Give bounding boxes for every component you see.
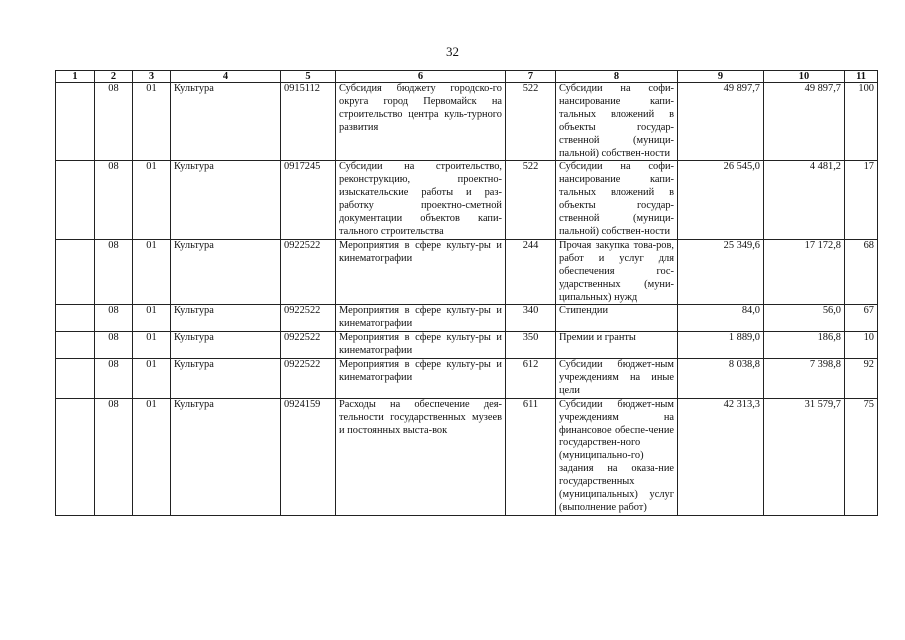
cell-expense-type: Субсидии бюджет-ным учреждениям на финансовое обеспе-чение государствен-ного (муниципально-го) задания на оказа-ние государственных (муниципальных) услуг (выполнение работ) [556,398,678,515]
cell-subsection: 01 [133,332,171,359]
cell-executed: 49 897,7 [764,83,845,161]
cell-description: Мероприятия в сфере культу-ры и кинематографии [336,305,506,332]
cell-subsection: 01 [133,398,171,515]
cell-description: Субсидия бюджету городско-го округа город Первомайск на строительство центра куль-турного развития [336,83,506,161]
table-row [56,83,878,161]
cell-description: Расходы на обеспечение дея-тельности государственных музеев и постоянных выста-вок [336,398,506,515]
cell-percent: 67 [845,305,878,332]
header-cell-col2: 2 [95,71,133,83]
cell-percent: 17 [845,161,878,239]
budget-table [55,70,878,516]
cell-executed: 4 481,2 [764,161,845,239]
cell-percent: 100 [845,83,878,161]
header-cell-col1: 1 [56,71,95,83]
cell-index [56,332,95,359]
cell-planned: 26 545,0 [678,161,764,239]
cell-planned: 25 349,6 [678,239,764,305]
cell-description: Мероприятия в сфере культу-ры и кинематографии [336,332,506,359]
cell-description: Мероприятия в сфере культу-ры и кинематографии [336,359,506,399]
cell-expense-code: 350 [506,332,556,359]
cell-target-code: 0924159 [281,398,336,515]
cell-percent: 10 [845,332,878,359]
cell-expense-type: Субсидии на софи-нансирование капи-тальных вложений в объекты государ-ственной (муници-пальной) собствен-ности [556,161,678,239]
cell-expense-type: Субсидии на софи-нансирование капи-тальных вложений в объекты государ-ственной (муници-пальной) собствен-ности [556,83,678,161]
cell-expense-type: Субсидии бюджет-ным учреждениям на иные цели [556,359,678,399]
cell-expense-code: 611 [506,398,556,515]
cell-section: 08 [95,239,133,305]
cell-executed: 56,0 [764,305,845,332]
cell-planned: 49 897,7 [678,83,764,161]
cell-description: Субсидии на строительство, реконструкцию, проектно-изыскательские работы и раз-работку проектно-сметной документации объектов капи-тального строительства [336,161,506,239]
cell-executed: 17 172,8 [764,239,845,305]
cell-section: 08 [95,83,133,161]
cell-executed: 7 398,8 [764,359,845,399]
cell-target-code: 0922522 [281,332,336,359]
cell-section: 08 [95,161,133,239]
header-cell-col9: 9 [678,71,764,83]
cell-planned: 42 313,3 [678,398,764,515]
cell-subsection: 01 [133,161,171,239]
cell-expense-type: Премии и гранты [556,332,678,359]
table-row [56,305,878,332]
cell-name: Культура [171,83,281,161]
header-row [56,71,878,83]
header-cell-col10: 10 [764,71,845,83]
table-row [56,398,878,515]
cell-section: 08 [95,332,133,359]
cell-name: Культура [171,332,281,359]
header-cell-col7: 7 [506,71,556,83]
cell-section: 08 [95,359,133,399]
cell-target-code: 0922522 [281,239,336,305]
cell-percent: 68 [845,239,878,305]
header-cell-col5: 5 [281,71,336,83]
cell-name: Культура [171,359,281,399]
cell-expense-code: 522 [506,161,556,239]
cell-subsection: 01 [133,239,171,305]
cell-target-code: 0917245 [281,161,336,239]
cell-name: Культура [171,305,281,332]
cell-name: Культура [171,398,281,515]
cell-section: 08 [95,398,133,515]
cell-name: Культура [171,239,281,305]
cell-expense-code: 522 [506,83,556,161]
header-cell-col4: 4 [171,71,281,83]
cell-planned: 84,0 [678,305,764,332]
cell-target-code: 0922522 [281,305,336,332]
cell-subsection: 01 [133,83,171,161]
cell-planned: 1 889,0 [678,332,764,359]
cell-expense-type: Стипендии [556,305,678,332]
cell-expense-type: Прочая закупка това-ров, работ и услуг для обеспечения гос-ударственных (муни-ципальных) нужд [556,239,678,305]
header-cell-col3: 3 [133,71,171,83]
cell-executed: 186,8 [764,332,845,359]
table-row [56,239,878,305]
cell-target-code: 0915112 [281,83,336,161]
cell-expense-code: 340 [506,305,556,332]
page-number: 32 [446,44,459,59]
cell-index [56,305,95,332]
cell-index [56,161,95,239]
cell-subsection: 01 [133,359,171,399]
header-cell-col11: 11 [845,71,878,83]
cell-expense-code: 244 [506,239,556,305]
table-header [56,71,878,83]
cell-index [56,239,95,305]
cell-expense-code: 612 [506,359,556,399]
table-row [56,359,878,399]
table-row [56,332,878,359]
cell-section: 08 [95,305,133,332]
cell-percent: 92 [845,359,878,399]
cell-executed: 31 579,7 [764,398,845,515]
cell-index [56,398,95,515]
cell-index [56,359,95,399]
cell-description: Мероприятия в сфере культу-ры и кинематографии [336,239,506,305]
cell-subsection: 01 [133,305,171,332]
table-body [56,83,878,516]
cell-planned: 8 038,8 [678,359,764,399]
cell-index [56,83,95,161]
cell-percent: 75 [845,398,878,515]
table-row [56,161,878,239]
cell-target-code: 0922522 [281,359,336,399]
cell-name: Культура [171,161,281,239]
header-cell-col6: 6 [336,71,506,83]
header-cell-col8: 8 [556,71,678,83]
